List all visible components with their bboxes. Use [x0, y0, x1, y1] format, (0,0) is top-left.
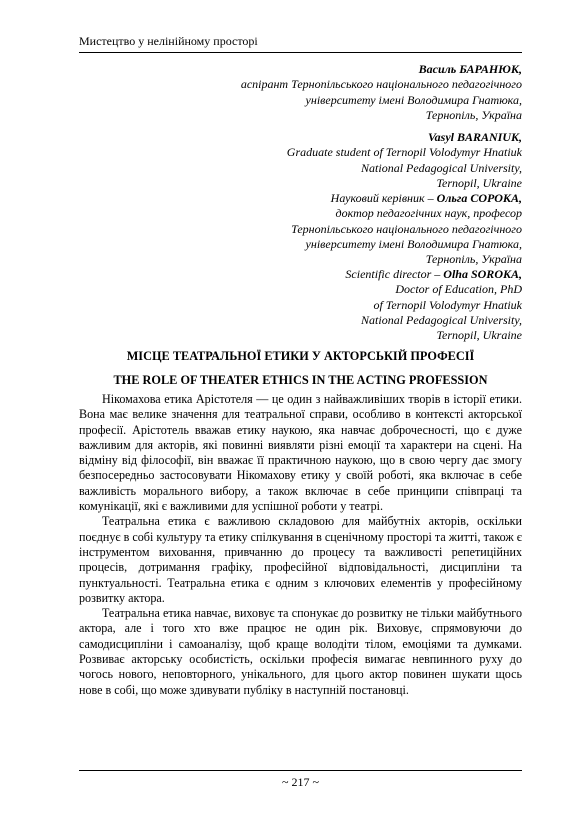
supervisor-en-name: Olha SOROKA,: [443, 267, 522, 281]
header-divider: [79, 52, 522, 53]
supervisor-en-line: Ternopil, Ukraine: [436, 328, 522, 343]
title-ua: МІСЦЕ ТЕАТРАЛЬНОЇ ЕТИКИ У АКТОРСЬКІЙ ПРОФЕСІЇ: [126, 349, 475, 363]
supervisor-ua-line: доктор педагогічних наук, професор: [335, 206, 522, 221]
supervisor-en-line: of Ternopil Volodymyr Hnatiuk: [373, 297, 522, 312]
paragraph: Нікомахова етика Арістотеля — це один з найважливіших творів в історії етики. Вона має велике значення для театральної справи, особливо в контексті акторської професії. Арістотель вважав етику наукою, яка навчає доброчесності, що є дуже важливим для акторів, які повинні виявляти різні емоції та характери на сцені. На відміну від філософії, він вважає її практичною наукою, що в свою чергу дає змогу безпосередньо застосовувати Нікомахову етику у своїй роботі, яка включає в себе важливість морального вибору, а також включає в себе принципи співпраці та комунікації, які є важливими для успішної роботи у театрі.: [79, 392, 522, 514]
paragraph: Театральна етика є важливою складовою для майбутніх акторів, оскільки поєднує в собі культуру та етику спілкування в сценічному просторі та житті, також є інструментом виховання, привчанню до процесу та важливості репетиційних процесів, дотримання графіку, професійної відповідальності, дисципліни та пунктуальності. Театральна етика є одним з ключових елементів у професійному розвитку актора.: [79, 514, 522, 605]
supervisor-ua-line: Тернопіль, Україна: [425, 252, 522, 267]
author-ua-line: Тернопіль, Україна: [425, 107, 522, 122]
author-en-line: Ternopil, Ukraine: [436, 175, 522, 190]
supervisor-ua-block: [72, 191, 522, 267]
author-ua-line: університету імені Володимира Гнатюка,: [305, 92, 522, 107]
author-ua-block: [72, 62, 522, 123]
supervisor-en-block: [72, 267, 522, 343]
author-en-name: Vasyl BARANIUK,: [427, 130, 522, 144]
supervisor-ua-line: Тернопільського національного педагогічного: [291, 221, 522, 236]
supervisor-ua-name: Ольга СОРОКА,: [436, 191, 522, 205]
supervisor-en-heading: [72, 267, 522, 282]
author-ua-name: Василь БАРАНЮК,: [418, 62, 522, 76]
supervisor-en-prefix: Scientific director –: [345, 267, 444, 281]
footer-divider: [79, 770, 522, 771]
author-ua-line: аспірант Тернопільського національного педагогічного: [240, 77, 522, 92]
supervisor-en-line: National Pedagogical University,: [361, 312, 522, 327]
supervisor-ua-heading: [72, 191, 522, 206]
supervisor-ua-line: університету імені Володимира Гнатюка,: [305, 236, 522, 251]
body-text: [79, 392, 522, 698]
supervisor-en-line: Doctor of Education, PhD: [395, 282, 522, 297]
author-en-block: [72, 130, 522, 191]
author-en-line: Graduate student of Ternopil Volodymyr Hnatiuk: [286, 145, 522, 160]
supervisor-ua-prefix: Науковий керівник –: [330, 191, 437, 205]
author-en-line: National Pedagogical University,: [361, 160, 522, 175]
page-number: ~ 217 ~: [282, 775, 319, 789]
title-en: THE ROLE OF THEATER ETHICS IN THE ACTING PROFESSION: [113, 373, 488, 387]
running-header: Мистецтво у нелінійному просторі: [79, 34, 258, 48]
paragraph: Театральна етика навчає, виховує та спонукає до розвитку не тільки майбутнього актора, але і того хто вже працює не один рік. Виховує, спрямовуючи до самодисципліни і самоаналізу, щоб краще володіти тілом, емоціями та думками. Розвиває акторську особистість, оскільки професія вимагає невпинного руху до чогось нового, неповторного, унікального, для цього актор повинен шукати щось нове в собі, що може здивувати публіку в наступній постановці.: [79, 606, 522, 697]
